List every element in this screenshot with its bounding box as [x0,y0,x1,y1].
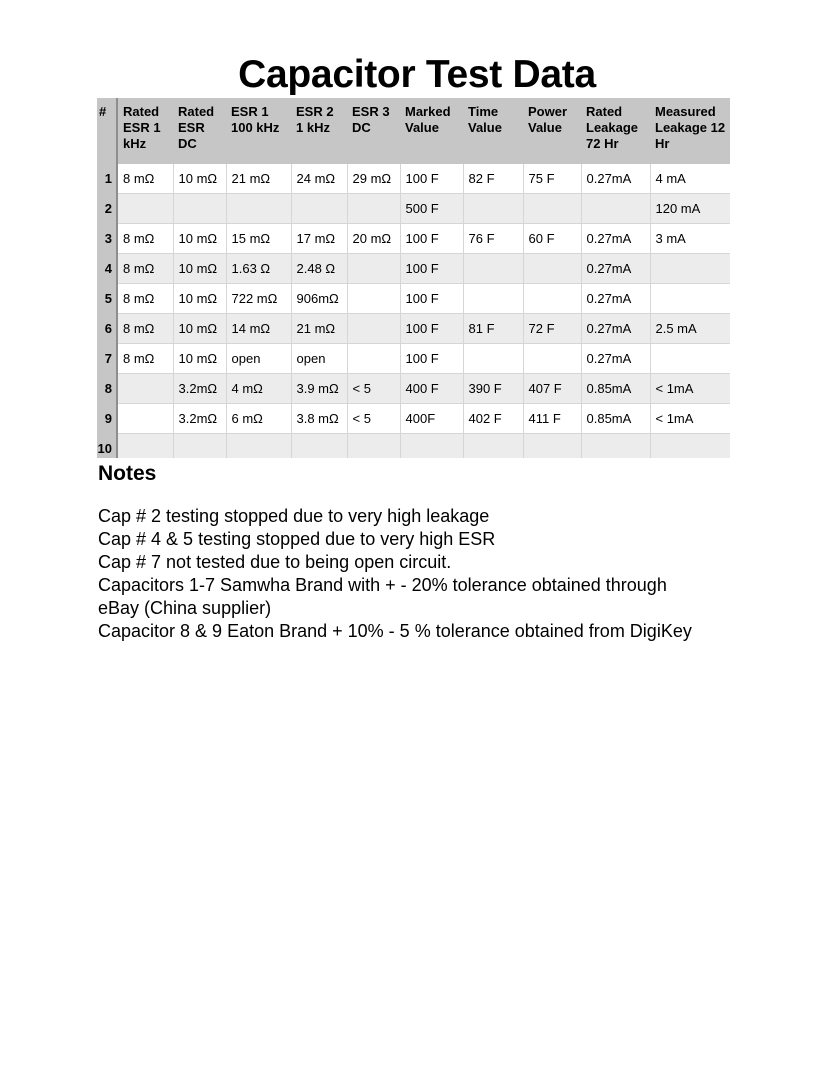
column-header: ESR 2 1 kHz [291,98,347,164]
notes-heading: Notes [98,462,157,485]
row-number: 8 [97,374,117,404]
table-cell: 10 mΩ [173,224,226,254]
row-number: 5 [97,284,117,314]
table-cell [650,254,730,284]
note-line: eBay (China supplier) [98,598,272,618]
table-cell: 10 mΩ [173,344,226,374]
table-cell: 60 F [523,224,581,254]
column-header: Rated ESR DC [173,98,226,164]
table-cell [117,194,173,224]
table-cell: 8 mΩ [117,164,173,194]
table-row [97,164,730,194]
test-data-table [97,98,730,458]
table-cell: 3.9 mΩ [291,374,347,404]
table-cell: 8 mΩ [117,314,173,344]
table-cell [347,434,400,459]
table-cell [291,434,347,459]
table-cell: 29 mΩ [347,164,400,194]
table-cell: 20 mΩ [347,224,400,254]
table-cell: 72 F [523,314,581,344]
table-body [97,164,730,458]
page-title: Capacitor Test Data [238,53,596,96]
table-row [97,284,730,314]
table-cell: 8 mΩ [117,254,173,284]
table-cell [581,434,650,459]
table-cell: open [291,344,347,374]
notes-list [98,505,758,643]
table-cell [117,374,173,404]
row-number: 2 [97,194,117,224]
table-cell: < 1mA [650,374,730,404]
column-header: Time Value [463,98,523,164]
column-header: Measured Leakage 12 Hr [650,98,730,164]
table-cell: 100 F [400,224,463,254]
table-cell: 8 mΩ [117,224,173,254]
table-cell: 76 F [463,224,523,254]
row-number: 4 [97,254,117,284]
test-data-table-container [97,98,730,458]
table-cell [347,344,400,374]
table-row [97,374,730,404]
table-cell: 8 mΩ [117,344,173,374]
table-cell [463,434,523,459]
table-cell: 82 F [463,164,523,194]
table-cell: 100 F [400,344,463,374]
note-line: Cap # 4 & 5 testing stopped due to very high ESR [98,529,496,549]
table-cell: 120 mA [650,194,730,224]
table-cell: 100 F [400,254,463,284]
table-cell: 10 mΩ [173,254,226,284]
table-cell [650,284,730,314]
table-cell [523,344,581,374]
table-cell: 400 F [400,374,463,404]
table-cell: 0.27mA [581,164,650,194]
table-cell: 906mΩ [291,284,347,314]
table-cell: 0.27mA [581,344,650,374]
column-header: Rated ESR 1 kHz [117,98,173,164]
table-cell: 3.2mΩ [173,374,226,404]
column-header: Marked Value [400,98,463,164]
table-cell [523,194,581,224]
table-cell [650,344,730,374]
table-cell: 0.85mA [581,374,650,404]
column-header: ESR 3 DC [347,98,400,164]
table-cell: 100 F [400,314,463,344]
table-cell: 10 mΩ [173,284,226,314]
note-line: Cap # 2 testing stopped due to very high leakage [98,506,490,526]
table-cell: 3.8 mΩ [291,404,347,434]
table-cell [581,194,650,224]
table-cell: 407 F [523,374,581,404]
table-cell: 100 F [400,164,463,194]
table-cell: 1.63 Ω [226,254,291,284]
table-cell: 17 mΩ [291,224,347,254]
table-row [97,314,730,344]
table-cell: < 1mA [650,404,730,434]
table-cell: 10 mΩ [173,164,226,194]
table-cell [347,194,400,224]
table-cell: 500 F [400,194,463,224]
table-cell: 75 F [523,164,581,194]
table-cell: 21 mΩ [291,314,347,344]
note-line: Capacitor 8 & 9 Eaton Brand + 10% - 5 % tolerance obtained from DigiKey [98,621,692,641]
table-cell: 0.27mA [581,314,650,344]
table-cell: 81 F [463,314,523,344]
row-number: 9 [97,404,117,434]
table-cell [347,254,400,284]
table-cell [463,344,523,374]
table-cell: 3.2mΩ [173,404,226,434]
row-number: 1 [97,164,117,194]
note-line: Cap # 7 not tested due to being open circuit. [98,552,452,572]
table-cell: 14 mΩ [226,314,291,344]
table-cell [463,254,523,284]
table-cell: 4 mΩ [226,374,291,404]
table-cell [523,434,581,459]
table-cell: 411 F [523,404,581,434]
table-cell [463,194,523,224]
column-header: ESR 1 100 kHz [226,98,291,164]
table-cell: 2.48 Ω [291,254,347,284]
note-line: Capacitors 1-7 Samwha Brand with + - 20% tolerance obtained through [98,575,667,595]
table-row [97,194,730,224]
table-cell: 15 mΩ [226,224,291,254]
table-cell: 21 mΩ [226,164,291,194]
table-row [97,404,730,434]
table-cell [173,434,226,459]
table-row [97,344,730,374]
table-cell [347,314,400,344]
table-cell: 100 F [400,284,463,314]
table-cell [291,194,347,224]
table-cell [650,434,730,459]
table-cell: open [226,344,291,374]
table-cell: < 5 [347,404,400,434]
table-cell: 8 mΩ [117,284,173,314]
row-number: 6 [97,314,117,344]
row-number: 10 [97,434,117,459]
table-cell: 4 mA [650,164,730,194]
table-cell: < 5 [347,374,400,404]
column-header: # [97,98,117,164]
table-cell [523,284,581,314]
table-cell [523,254,581,284]
row-number: 7 [97,344,117,374]
table-cell: 400F [400,404,463,434]
row-number: 3 [97,224,117,254]
table-cell: 3 mA [650,224,730,254]
table-cell: 722 mΩ [226,284,291,314]
table-cell [400,434,463,459]
table-cell [117,404,173,434]
table-cell: 390 F [463,374,523,404]
table-row [97,224,730,254]
table-cell: 6 mΩ [226,404,291,434]
column-header: Power Value [523,98,581,164]
table-cell: 0.85mA [581,404,650,434]
table-cell: 0.27mA [581,284,650,314]
table-row [97,254,730,284]
column-header: Rated Leakage 72 Hr [581,98,650,164]
table-cell: 0.27mA [581,254,650,284]
table-row [97,434,730,459]
table-cell [226,194,291,224]
table-cell [463,284,523,314]
table-cell [226,434,291,459]
table-cell: 10 mΩ [173,314,226,344]
table-header-row [97,98,730,164]
table-cell [173,194,226,224]
table-cell [117,434,173,459]
table-cell: 2.5 mA [650,314,730,344]
table-cell: 0.27mA [581,224,650,254]
table-cell: 402 F [463,404,523,434]
table-cell: 24 mΩ [291,164,347,194]
table-cell [347,284,400,314]
